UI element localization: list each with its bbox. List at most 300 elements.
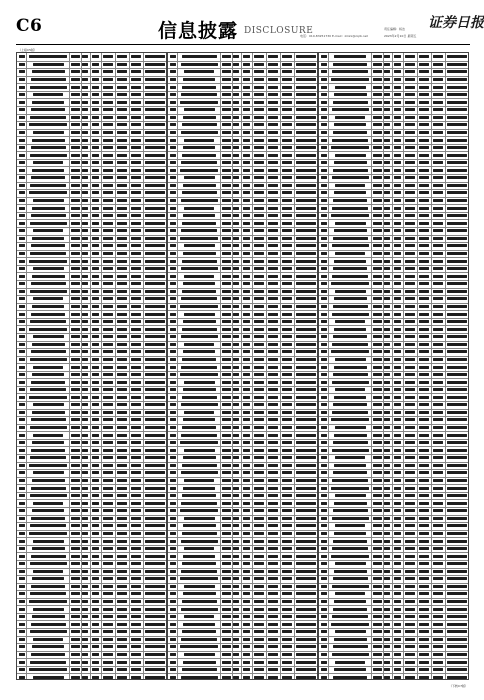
table-cell-text bbox=[92, 282, 99, 285]
table-cell-text bbox=[170, 154, 176, 157]
table-cell-text bbox=[170, 456, 176, 459]
table-cell-text bbox=[373, 600, 382, 603]
table-cell-text bbox=[384, 252, 390, 255]
table-cell-text bbox=[233, 191, 239, 194]
table-cell-text bbox=[447, 207, 467, 210]
table-cell-text bbox=[332, 479, 368, 482]
table-cell-text bbox=[394, 532, 401, 535]
table-cell-text bbox=[71, 418, 80, 421]
table-cell-text bbox=[254, 139, 264, 142]
table-row-rule bbox=[319, 288, 468, 289]
table-cell-text bbox=[254, 615, 264, 618]
table-row-rule bbox=[17, 121, 166, 122]
table-cell-text bbox=[447, 313, 467, 316]
table-cell-text bbox=[243, 70, 250, 73]
table-cell-text bbox=[321, 222, 327, 225]
table-row-rule bbox=[319, 76, 468, 77]
table-cell-text bbox=[82, 154, 88, 157]
table-cell-text bbox=[103, 532, 113, 535]
table-cell-text bbox=[321, 638, 327, 641]
table-cell-text bbox=[103, 615, 113, 618]
table-cell-text bbox=[296, 615, 316, 618]
table-cell-text bbox=[254, 494, 264, 497]
table-cell-text bbox=[243, 441, 250, 444]
table-row-rule bbox=[319, 446, 468, 447]
table-row-rule bbox=[319, 91, 468, 92]
table-cell-text bbox=[394, 638, 401, 641]
table-cell-text bbox=[92, 161, 99, 164]
table-cell-text bbox=[131, 78, 141, 81]
table-cell-text bbox=[170, 146, 176, 149]
table-cell-text bbox=[433, 343, 443, 346]
table-cell-text bbox=[321, 101, 327, 104]
table-cell-text bbox=[82, 449, 88, 452]
table-cell-text bbox=[447, 184, 467, 187]
table-cell-text bbox=[282, 668, 292, 671]
table-cell-text bbox=[145, 645, 165, 648]
table-cell-text bbox=[182, 55, 217, 58]
table-cell-text bbox=[333, 199, 367, 202]
table-row-rule bbox=[168, 325, 317, 326]
table-cell-text bbox=[19, 434, 25, 437]
table-cell-text bbox=[373, 547, 382, 550]
table-cell-text bbox=[433, 464, 443, 467]
table-cell-text bbox=[433, 600, 443, 603]
table-cell-text bbox=[321, 623, 327, 626]
table-cell-text bbox=[254, 350, 264, 353]
table-cell-text bbox=[184, 70, 214, 73]
table-column-divider bbox=[26, 53, 27, 679]
table-cell-text bbox=[243, 456, 250, 459]
table-cell-text bbox=[145, 608, 165, 611]
table-cell-text bbox=[419, 434, 429, 437]
table-cell-text bbox=[233, 199, 239, 202]
table-cell-text bbox=[405, 154, 415, 157]
table-column-divider bbox=[403, 53, 404, 679]
table-cell-text bbox=[92, 305, 99, 308]
table-cell-text bbox=[82, 540, 88, 543]
table-cell-text bbox=[447, 305, 467, 308]
table-cell-text bbox=[447, 577, 467, 580]
table-cell-text bbox=[170, 123, 176, 126]
table-cell-text bbox=[131, 585, 141, 588]
table-cell-text bbox=[254, 562, 264, 565]
table-cell-text bbox=[71, 229, 80, 232]
table-cell-text bbox=[233, 487, 239, 490]
table-cell-text bbox=[131, 320, 141, 323]
table-row-rule bbox=[17, 560, 166, 561]
table-cell-text bbox=[268, 282, 278, 285]
table-cell-text bbox=[71, 184, 80, 187]
table-cell-text bbox=[447, 146, 467, 149]
table-cell-text bbox=[243, 78, 250, 81]
table-cell-text bbox=[268, 623, 278, 626]
table-row-rule bbox=[168, 129, 317, 130]
table-cell-text bbox=[170, 244, 176, 247]
table-cell-text bbox=[419, 297, 429, 300]
table-cell-text bbox=[92, 267, 99, 270]
table-cell-text bbox=[296, 479, 316, 482]
table-cell-text bbox=[170, 540, 176, 543]
table-cell-text bbox=[268, 63, 278, 66]
table-cell-text bbox=[103, 608, 113, 611]
table-cell-text bbox=[384, 668, 390, 671]
table-cell-text bbox=[31, 78, 66, 81]
table-cell-text bbox=[222, 320, 231, 323]
table-cell-text bbox=[384, 282, 390, 285]
table-cell-text bbox=[254, 93, 264, 96]
table-cell-text bbox=[222, 229, 231, 232]
table-cell-text bbox=[447, 335, 467, 338]
table-cell-text bbox=[433, 577, 443, 580]
table-cell-text bbox=[373, 70, 382, 73]
table-cell-text bbox=[268, 93, 278, 96]
table-cell-text bbox=[222, 441, 231, 444]
table-cell-text bbox=[82, 366, 88, 369]
table-cell-text bbox=[30, 630, 67, 633]
table-cell-text bbox=[103, 297, 113, 300]
table-cell-text bbox=[433, 350, 443, 353]
table-row-rule bbox=[319, 106, 468, 107]
table-cell-text bbox=[254, 479, 264, 482]
table-cell-text bbox=[268, 154, 278, 157]
table-cell-text bbox=[254, 653, 264, 656]
table-cell-text bbox=[282, 290, 292, 293]
table-cell-text bbox=[32, 101, 64, 104]
table-cell-text bbox=[222, 222, 231, 225]
table-cell-text bbox=[373, 456, 382, 459]
table-cell-text bbox=[321, 615, 327, 618]
table-cell-text bbox=[82, 456, 88, 459]
table-cell-text bbox=[373, 131, 382, 134]
table-cell-text bbox=[282, 282, 292, 285]
table-cell-text bbox=[233, 623, 239, 626]
table-cell-text bbox=[33, 131, 64, 134]
table-cell-text bbox=[433, 184, 443, 187]
table-row-rule bbox=[168, 530, 317, 531]
table-cell-text bbox=[447, 464, 467, 467]
table-cell-text bbox=[71, 260, 80, 263]
table-cell-text bbox=[433, 532, 443, 535]
table-cell-text bbox=[296, 487, 316, 490]
table-cell-text bbox=[254, 623, 264, 626]
table-cell-text bbox=[32, 207, 65, 210]
table-row-rule bbox=[168, 575, 317, 576]
table-cell-text bbox=[321, 456, 327, 459]
table-cell-text bbox=[19, 222, 25, 225]
table-cell-text bbox=[373, 661, 382, 664]
table-cell-text bbox=[282, 592, 292, 595]
table-cell-text bbox=[282, 222, 292, 225]
table-cell-text bbox=[243, 388, 250, 391]
table-cell-text bbox=[447, 509, 467, 512]
table-cell-text bbox=[282, 577, 292, 580]
table-cell-text bbox=[268, 366, 278, 369]
table-cell-text bbox=[419, 547, 429, 550]
table-cell-text bbox=[243, 585, 250, 588]
table-row-rule bbox=[319, 189, 468, 190]
table-cell-text bbox=[282, 343, 292, 346]
table-cell-text bbox=[145, 479, 165, 482]
table-cell-text bbox=[243, 373, 250, 376]
table-cell-text bbox=[433, 116, 443, 119]
table-cell-text bbox=[180, 373, 218, 376]
table-row-rule bbox=[319, 363, 468, 364]
table-cell-text bbox=[71, 70, 80, 73]
table-cell-text bbox=[405, 328, 415, 331]
table-cell-text bbox=[103, 169, 113, 172]
table-cell-text bbox=[268, 305, 278, 308]
table-cell-text bbox=[117, 487, 127, 490]
table-cell-text bbox=[233, 517, 239, 520]
table-cell-text bbox=[419, 335, 429, 338]
table-cell-text bbox=[103, 207, 113, 210]
table-cell-text bbox=[282, 540, 292, 543]
table-row-rule bbox=[168, 363, 317, 364]
table-cell-text bbox=[254, 207, 264, 210]
table-cell-text bbox=[180, 101, 218, 104]
table-cell-text bbox=[334, 570, 367, 573]
table-cell-text bbox=[321, 108, 327, 111]
table-cell-text bbox=[145, 350, 165, 353]
table-cell-text bbox=[384, 456, 390, 459]
table-cell-text bbox=[19, 207, 25, 210]
table-cell-text bbox=[30, 358, 67, 361]
table-cell-text bbox=[405, 577, 415, 580]
table-cell-text bbox=[419, 214, 429, 217]
table-cell-text bbox=[296, 297, 316, 300]
table-cell-text bbox=[243, 396, 250, 399]
table-cell-text bbox=[145, 532, 165, 535]
table-cell-text bbox=[92, 55, 99, 58]
table-row-rule bbox=[168, 386, 317, 387]
table-cell-text bbox=[394, 305, 401, 308]
table-cell-text bbox=[321, 78, 327, 81]
table-cell-text bbox=[433, 653, 443, 656]
table-row-rule bbox=[319, 658, 468, 659]
table-cell-text bbox=[268, 290, 278, 293]
table-cell-text bbox=[117, 403, 127, 406]
table-cell-text bbox=[117, 237, 127, 240]
table-row-rule bbox=[17, 174, 166, 175]
table-row-rule bbox=[168, 462, 317, 463]
table-cell-text bbox=[321, 555, 327, 558]
table-cell-text bbox=[222, 668, 231, 671]
table-cell-text bbox=[282, 464, 292, 467]
table-row-rule bbox=[168, 189, 317, 190]
table-cell-text bbox=[243, 297, 250, 300]
table-cell-text bbox=[145, 101, 165, 104]
table-cell-text bbox=[243, 471, 250, 474]
table-cell-text bbox=[373, 123, 382, 126]
table-row-rule bbox=[319, 83, 468, 84]
table-cell-text bbox=[117, 350, 127, 353]
table-cell-text bbox=[19, 78, 25, 81]
table-cell-text bbox=[117, 600, 127, 603]
table-cell-text bbox=[170, 335, 176, 338]
table-cell-text bbox=[92, 540, 99, 543]
table-cell-text bbox=[373, 577, 382, 580]
table-cell-text bbox=[254, 471, 264, 474]
table-row-rule bbox=[168, 341, 317, 342]
table-cell-text bbox=[71, 358, 80, 361]
table-cell-text bbox=[373, 388, 382, 391]
table-row-rule bbox=[168, 568, 317, 569]
table-cell-text bbox=[33, 161, 63, 164]
table-cell-text bbox=[394, 176, 401, 179]
table-cell-text bbox=[405, 78, 415, 81]
table-cell-text bbox=[71, 487, 80, 490]
table-cell-text bbox=[82, 509, 88, 512]
table-cell-text bbox=[296, 199, 316, 202]
table-cell-text bbox=[184, 653, 215, 656]
table-cell-text bbox=[394, 645, 401, 648]
table-cell-text bbox=[243, 426, 250, 429]
table-cell-text bbox=[33, 676, 64, 679]
table-cell-text bbox=[233, 207, 239, 210]
table-cell-text bbox=[405, 388, 415, 391]
table-cell-text bbox=[32, 237, 64, 240]
table-cell-text bbox=[433, 328, 443, 331]
table-cell-text bbox=[92, 396, 99, 399]
table-cell-text bbox=[419, 403, 429, 406]
table-cell-text bbox=[405, 585, 415, 588]
table-cell-text bbox=[296, 116, 316, 119]
table-cell-text bbox=[394, 267, 401, 270]
table-cell-text bbox=[405, 184, 415, 187]
table-cell-text bbox=[447, 623, 467, 626]
table-row-rule bbox=[319, 114, 468, 115]
table-cell-text bbox=[222, 131, 231, 134]
table-row-rule bbox=[168, 204, 317, 205]
table-cell-text bbox=[233, 396, 239, 399]
table-cell-text bbox=[145, 403, 165, 406]
table-cell-text bbox=[331, 418, 369, 421]
table-cell-text bbox=[103, 645, 113, 648]
table-cell-text bbox=[243, 668, 250, 671]
table-cell-text bbox=[254, 313, 264, 316]
table-cell-text bbox=[394, 184, 401, 187]
table-row-rule bbox=[168, 424, 317, 425]
table-row-rule bbox=[319, 235, 468, 236]
table-cell-text bbox=[71, 471, 80, 474]
table-cell-text bbox=[82, 388, 88, 391]
table-cell-text bbox=[181, 676, 218, 679]
table-cell-text bbox=[321, 350, 327, 353]
table-cell-text bbox=[296, 532, 316, 535]
table-cell-text bbox=[82, 139, 88, 142]
table-cell-text bbox=[182, 562, 216, 565]
table-cell-text bbox=[394, 70, 401, 73]
table-cell-text bbox=[170, 86, 176, 89]
table-cell-text bbox=[282, 449, 292, 452]
table-row-rule bbox=[168, 673, 317, 674]
table-cell-text bbox=[33, 638, 63, 641]
table-cell-text bbox=[145, 592, 165, 595]
table-cell-text bbox=[117, 78, 127, 81]
table-cell-text bbox=[117, 524, 127, 527]
table-cell-text bbox=[254, 199, 264, 202]
table-cell-text bbox=[282, 139, 292, 142]
table-cell-text bbox=[92, 456, 99, 459]
table-cell-text bbox=[92, 207, 99, 210]
table-cell-text bbox=[282, 585, 292, 588]
table-cell-text bbox=[222, 577, 231, 580]
table-cell-text bbox=[233, 55, 239, 58]
table-row-rule bbox=[168, 174, 317, 175]
table-cell-text bbox=[182, 494, 216, 497]
table-cell-text bbox=[282, 131, 292, 134]
table-cell-text bbox=[82, 426, 88, 429]
table-cell-text bbox=[296, 93, 316, 96]
table-cell-text bbox=[32, 509, 64, 512]
table-cell-text bbox=[145, 229, 165, 232]
table-cell-text bbox=[19, 471, 25, 474]
table-row-rule bbox=[168, 378, 317, 379]
table-row-rule bbox=[168, 310, 317, 311]
table-cell-text bbox=[92, 139, 99, 142]
table-cell-text bbox=[117, 509, 127, 512]
table-row-rule bbox=[17, 469, 166, 470]
table-cell-text bbox=[268, 123, 278, 126]
table-cell-text bbox=[282, 366, 292, 369]
table-cell-text bbox=[117, 585, 127, 588]
table-cell-text bbox=[243, 222, 250, 225]
table-cell-text bbox=[243, 555, 250, 558]
table-cell-text bbox=[282, 63, 292, 66]
table-cell-text bbox=[433, 222, 443, 225]
table-cell-text bbox=[394, 86, 401, 89]
table-cell-text bbox=[268, 403, 278, 406]
table-cell-text bbox=[82, 638, 88, 641]
table-cell-text bbox=[145, 275, 165, 278]
table-cell-text bbox=[181, 403, 218, 406]
table-cell-text bbox=[19, 139, 25, 142]
table-cell-text bbox=[117, 176, 127, 179]
table-cell-text bbox=[384, 207, 390, 210]
table-cell-text bbox=[233, 509, 239, 512]
table-cell-text bbox=[71, 297, 80, 300]
table-row-rule bbox=[168, 431, 317, 432]
table-cell-text bbox=[30, 524, 66, 527]
table-cell-text bbox=[268, 169, 278, 172]
table-cell-text bbox=[92, 93, 99, 96]
table-column-divider bbox=[115, 53, 116, 679]
table-cell-text bbox=[33, 471, 64, 474]
table-cell-text bbox=[233, 555, 239, 558]
table-cell-text bbox=[82, 244, 88, 247]
table-cell-text bbox=[254, 585, 264, 588]
table-cell-text bbox=[333, 305, 368, 308]
table-cell-text bbox=[222, 275, 231, 278]
table-cell-text bbox=[321, 191, 327, 194]
table-column-divider bbox=[445, 53, 446, 679]
table-cell-text bbox=[82, 487, 88, 490]
table-cell-text bbox=[222, 494, 231, 497]
table-row-rule bbox=[168, 197, 317, 198]
table-cell-text bbox=[180, 509, 218, 512]
table-cell-text bbox=[296, 668, 316, 671]
table-row-rule bbox=[17, 552, 166, 553]
table-cell-text bbox=[433, 426, 443, 429]
table-cell-text bbox=[170, 547, 176, 550]
table-cell-text bbox=[19, 169, 25, 172]
table-cell-text bbox=[321, 123, 327, 126]
table-cell-text bbox=[117, 252, 127, 255]
table-cell-text bbox=[92, 630, 99, 633]
table-cell-text bbox=[296, 358, 316, 361]
table-cell-text bbox=[447, 55, 467, 58]
